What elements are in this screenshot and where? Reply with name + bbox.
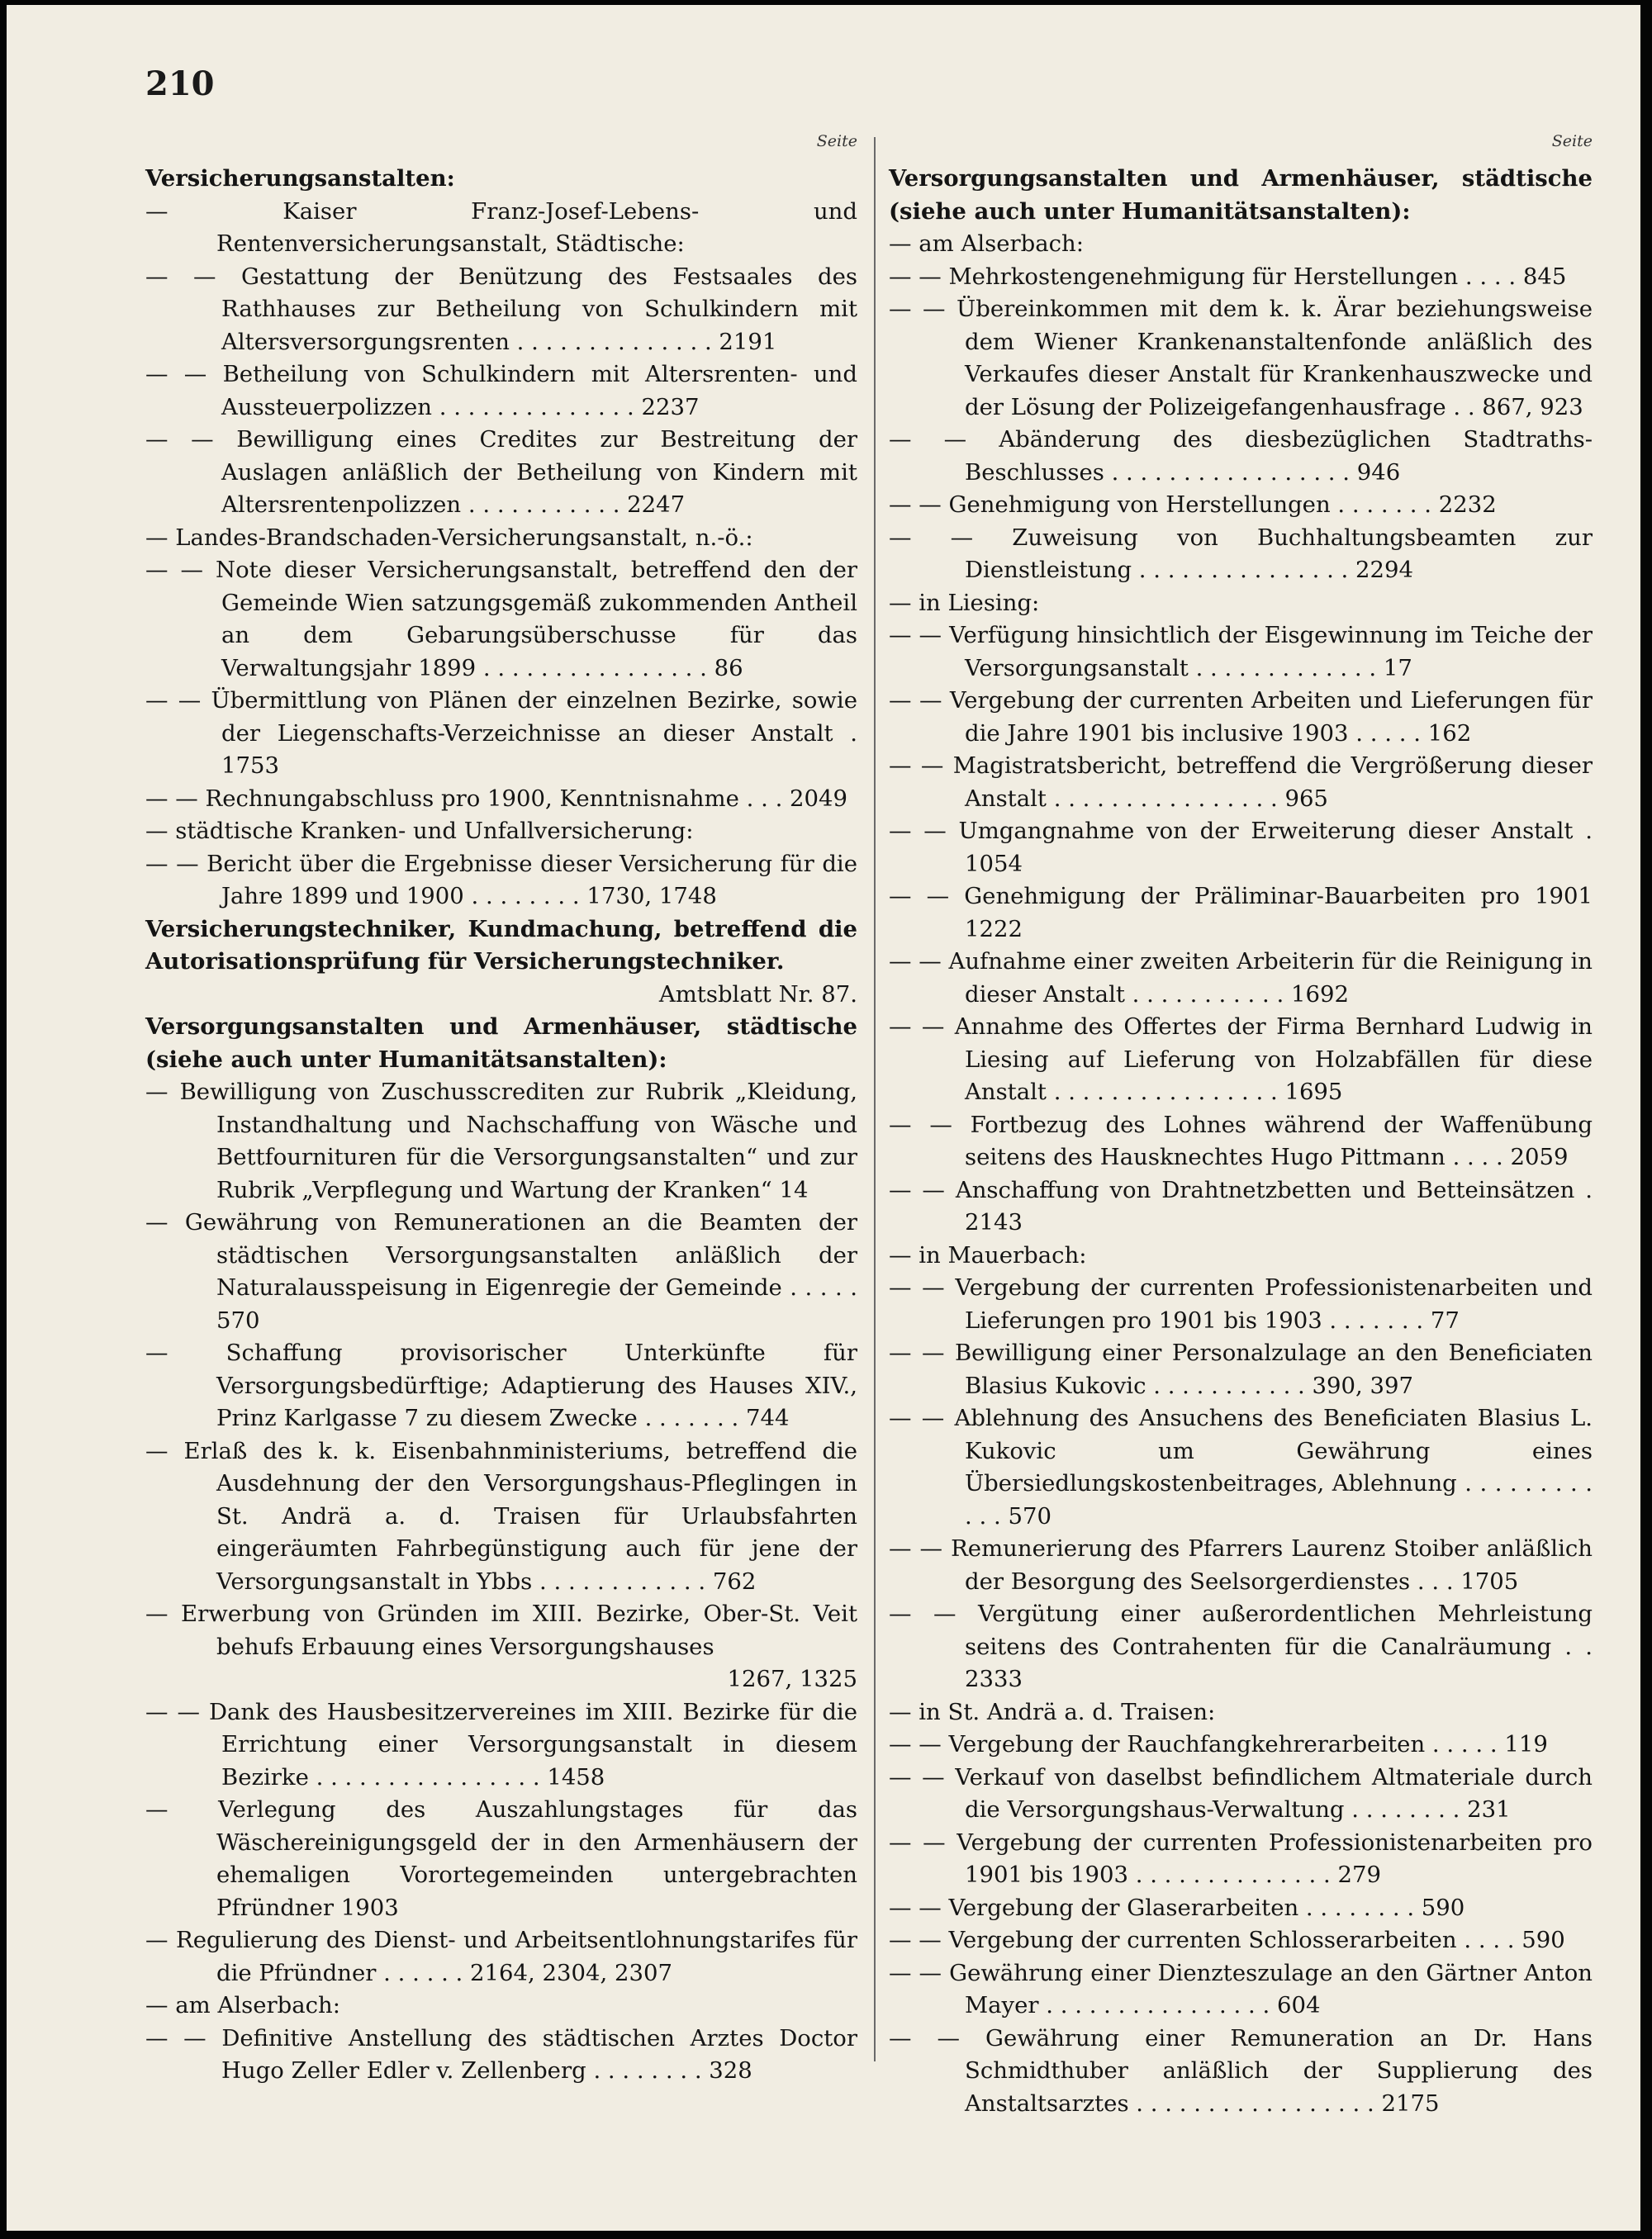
right-index-entry: — in Mauerbach: bbox=[889, 1241, 1087, 1269]
right-index-entry: — — Mehrkostengenehmigung für Herstellungen . . . . 845 bbox=[889, 263, 1567, 290]
left-column bbox=[145, 133, 857, 2088]
left-index-entry: Versorgungsanstalten und Armenhäuser, städtische (siehe auch unter Humanitätsanstalten): bbox=[145, 1013, 857, 1073]
left-index-entry: — — Gestattung der Benützung des Festsaales des Rathhauses zur Betheilung von Schulkindern mit Altersversorgungsrenten . . . . . . . . . . . . . . 2191 bbox=[145, 263, 857, 355]
right-index-entry: — in Liesing: bbox=[889, 589, 1040, 616]
left-index-entry: — — Definitive Anstellung des städtischen Arztes Doctor Hugo Zeller Edler v. Zellenberg . . . . . . . . 328 bbox=[145, 2024, 857, 2084]
left-index-entry: Versicherungstechniker, Kundmachung, betreffend die Autorisationsprüfung für Versicherungstechniker. bbox=[145, 915, 857, 975]
right-index-entry: — — Vergebung der Glaserarbeiten . . . . . . . . 590 bbox=[889, 1894, 1465, 1921]
right-index-entry: Versorgungsanstalten und Armenhäuser, städtische (siehe auch unter Humanitätsanstalten): bbox=[889, 165, 1593, 225]
right-index-entry: — — Anschaffung von Drahtnetzbetten und Betteinsätzen . 2143 bbox=[889, 1176, 1593, 1236]
left-index-entry: — — Betheilung von Schulkindern mit Altersrenten- und Aussteuerpolizzen . . . . . . . . . . . . . . 2237 bbox=[145, 361, 857, 420]
right-index-entry: — am Alserbach: bbox=[889, 230, 1085, 257]
right-index-entry: — — Vergebung der Rauchfangkehrerarbeiten . . . . . 119 bbox=[889, 1731, 1548, 1758]
right-column bbox=[889, 133, 1593, 2120]
right-index-entry: — — Vergebung der currenten Professionistenarbeiten pro 1901 bis 1903 . . . . . . . . . . . . . . 279 bbox=[889, 1829, 1593, 1888]
left-index-entry: — Kaiser Franz-Josef-Lebens- und Rentenversicherungsanstalt, Städtische: bbox=[145, 197, 857, 257]
left-index-entry: — Erwerbung von Gründen im XIII. Bezirke, Ober-St. Veit behufs Erbauung eines Versorgungshauses bbox=[145, 1601, 857, 1660]
right-index-entry: — — Genehmigung der Präliminar-Bauarbeiten pro 1901 1222 bbox=[889, 883, 1593, 942]
left-column-header: Seite bbox=[816, 132, 857, 150]
left-index-entry: — — Rechnungabschluss pro 1900, Kenntnisnahme . . . 2049 bbox=[145, 785, 848, 812]
left-index-entry: — — Bericht über die Ergebnisse dieser Versicherung für die Jahre 1899 und 1900 . . . . . . . . 1730, 1748 bbox=[145, 850, 857, 909]
left-entries bbox=[145, 163, 857, 2088]
right-index-entry: — — Verfügung hinsichtlich der Eisgewinnung im Teiche der Versorgungsanstalt . . . . . . . . . . . . . 17 bbox=[889, 622, 1593, 681]
left-index-entry: Amtsblatt Nr. 87. bbox=[658, 980, 857, 1008]
right-index-entry: — — Vergebung der currenten Professionistenarbeiten und Lieferungen pro 1901 bis 1903 . . . . . . . 77 bbox=[889, 1274, 1593, 1334]
right-index-entry: — — Bewilligung einer Personalzulage an den Beneficiaten Blasius Kukovic . . . . . . . . . . . 390, 397 bbox=[889, 1340, 1593, 1399]
left-index-entry: — Schaffung provisorischer Unterkünfte für Versorgungsbedürftige; Adaptierung des Hauses XIV., Prinz Karlgasse 7 zu diesem Zwecke . . . . . . . 744 bbox=[145, 1340, 857, 1431]
page-number: 210 bbox=[145, 64, 215, 103]
right-index-entry: — — Genehmigung von Herstellungen . . . . . . . 2232 bbox=[889, 491, 1497, 518]
left-index-entry: — — Dank des Hausbesitzervereines im XIII. Bezirke für die Errichtung einer Versorgungsanstalt in diesem Bezirke . . . . . . . . . . . . . . . . 1458 bbox=[145, 1698, 857, 1791]
right-index-entry: — — Vergütung einer außerordentlichen Mehrleistung seitens des Contrahenten für die Canalräumung . . 2333 bbox=[889, 1601, 1593, 1692]
page-sheet bbox=[7, 5, 1640, 2231]
left-index-entry: — am Alserbach: bbox=[145, 1992, 341, 2018]
right-index-entry: — — Remunerierung des Pfarrers Laurenz Stoiber anläßlich der Besorgung des Seelsorgerdienstes . . . 1705 bbox=[889, 1535, 1593, 1595]
left-index-entry: — — Übermittlung von Plänen der einzelnen Bezirke, sowie der Liegenschafts-Verzeichnisse an dieser Anstalt . 1753 bbox=[145, 687, 857, 779]
right-index-entry: — — Annahme des Offertes der Firma Bernhard Ludwig in Liesing auf Lieferung von Holzabfällen für diese Anstalt . . . . . . . . . . . . . . . . 1695 bbox=[889, 1013, 1593, 1105]
right-index-entry: — — Magistratsbericht, betreffend die Vergrößerung dieser Anstalt . . . . . . . . . . . . . . . . 965 bbox=[889, 752, 1593, 812]
left-index-entry: 1267, 1325 bbox=[727, 1666, 857, 1692]
right-index-entry: — — Übereinkommen mit dem k. k. Ärar beziehungsweise dem Wiener Krankenanstaltenfonde anläßlich des Verkaufes dieser Anstalt für Krankenhauszwecke und der Lösung der Polizeigefangenhausfrage . . 867, 923 bbox=[889, 296, 1593, 420]
right-index-entry: — — Gewährung einer Dienzteszulage an den Gärtner Anton Mayer . . . . . . . . . . . . . . . . 604 bbox=[889, 1959, 1593, 2018]
left-index-entry: — — Bewilligung eines Credites zur Bestreitung der Auslagen anläßlich der Betheilung von Kindern mit Altersrentenpolizzen . . . . . . . . . . . 2247 bbox=[145, 426, 857, 518]
right-index-entry: — — Aufnahme einer zweiten Arbeiterin für die Reinigung in dieser Anstalt . . . . . . . . . . . 1692 bbox=[889, 948, 1593, 1008]
left-index-entry: — — Note dieser Versicherungsanstalt, betreffend den der Gemeinde Wien satzungsgemäß zukommenden Antheil an dem Gebarungsüberschusse für das Verwaltungsjahr 1899 . . . . . . . . . . . . . . . . 86 bbox=[145, 557, 857, 681]
right-index-entry: — — Umgangnahme von der Erweiterung dieser Anstalt . 1054 bbox=[889, 818, 1593, 877]
left-index-entry: — Gewährung von Remunerationen an die Beamten der städtischen Versorgungsanstalten anläßlich der Naturalausspeisung in Eigenregie der Gemeinde . . . . . 570 bbox=[145, 1209, 857, 1334]
left-index-entry: — städtische Kranken- und Unfallversicherung: bbox=[145, 818, 694, 844]
right-index-entry: — — Ablehnung des Ansuchens des Beneficiaten Blasius L. Kukovic um Gewährung eines Übersiedlungskostenbeitrages, Ablehnung . . . . . . . . . . . . 570 bbox=[889, 1405, 1593, 1530]
right-index-entry: — — Vergebung der currenten Schlosserarbeiten . . . . 590 bbox=[889, 1927, 1565, 1953]
right-index-entry: — in St. Andrä a. d. Traisen: bbox=[889, 1698, 1216, 1725]
right-index-entry: — — Zuweisung von Buchhaltungsbeamten zur Dienstleistung . . . . . . . . . . . . . . . 2294 bbox=[889, 524, 1593, 583]
right-index-entry: — — Abänderung des diesbezüglichen Stadtraths-Beschlusses . . . . . . . . . . . . . . . . . 946 bbox=[889, 426, 1593, 486]
left-index-entry: — Regulierung des Dienst- und Arbeitsentlohnungstarifes für die Pfründner . . . . . . 2164, 2304, 2307 bbox=[145, 1927, 857, 1986]
left-index-entry: — Landes-Brandschaden-Versicherungsanstalt, n.-ö.: bbox=[145, 524, 753, 551]
right-column-header: Seite bbox=[1551, 132, 1593, 150]
right-index-entry: — — Gewährung einer Remuneration an Dr. Hans Schmidthuber anläßlich der Supplierung des Anstaltsarztes . . . . . . . . . . . . . . . . . 2175 bbox=[889, 2024, 1593, 2117]
right-index-entry: — — Vergebung der currenten Arbeiten und Lieferungen für die Jahre 1901 bis inclusive 1903 . . . . . 162 bbox=[889, 687, 1593, 747]
left-index-entry: — Verlegung des Auszahlungstages für das Wäschereinigungsgeld der in den Armenhäusern der ehemaligen Vorortegemeinden untergebrachten Pfründner 1903 bbox=[145, 1796, 857, 1921]
right-entries bbox=[889, 163, 1593, 2120]
column-divider bbox=[874, 137, 876, 2061]
left-index-entry: Versicherungsanstalten: bbox=[145, 165, 455, 192]
left-index-entry: — Bewilligung von Zuschusscrediten zur Rubrik „Kleidung, Instandhaltung und Nachschaffung von Wäsche und Bettfournituren für die Versorgungsanstalten“ und zur Rubrik „Verpflegung und Wartung der Kranken“ 14 bbox=[145, 1079, 857, 1203]
right-index-entry: — — Fortbezug des Lohnes während der Waffenübung seitens des Hausknechtes Hugo Pittmann . . . . 2059 bbox=[889, 1111, 1593, 1170]
left-index-entry: — Erlaß des k. k. Eisenbahnministeriums, betreffend die Ausdehnung der den Versorgungshaus-Pfleglingen in St. Andrä a. d. Traisen für Urlaubsfahrten eingeräumten Fahrbegünstigung auch für jene der Versorgungsanstalt in Ybbs . . . . . . . . . . . . 762 bbox=[145, 1437, 857, 1595]
right-index-entry: — — Verkauf von daselbst befindlichem Altmateriale durch die Versorgungshaus-Verwaltung . . . . . . . . 231 bbox=[889, 1763, 1593, 1823]
